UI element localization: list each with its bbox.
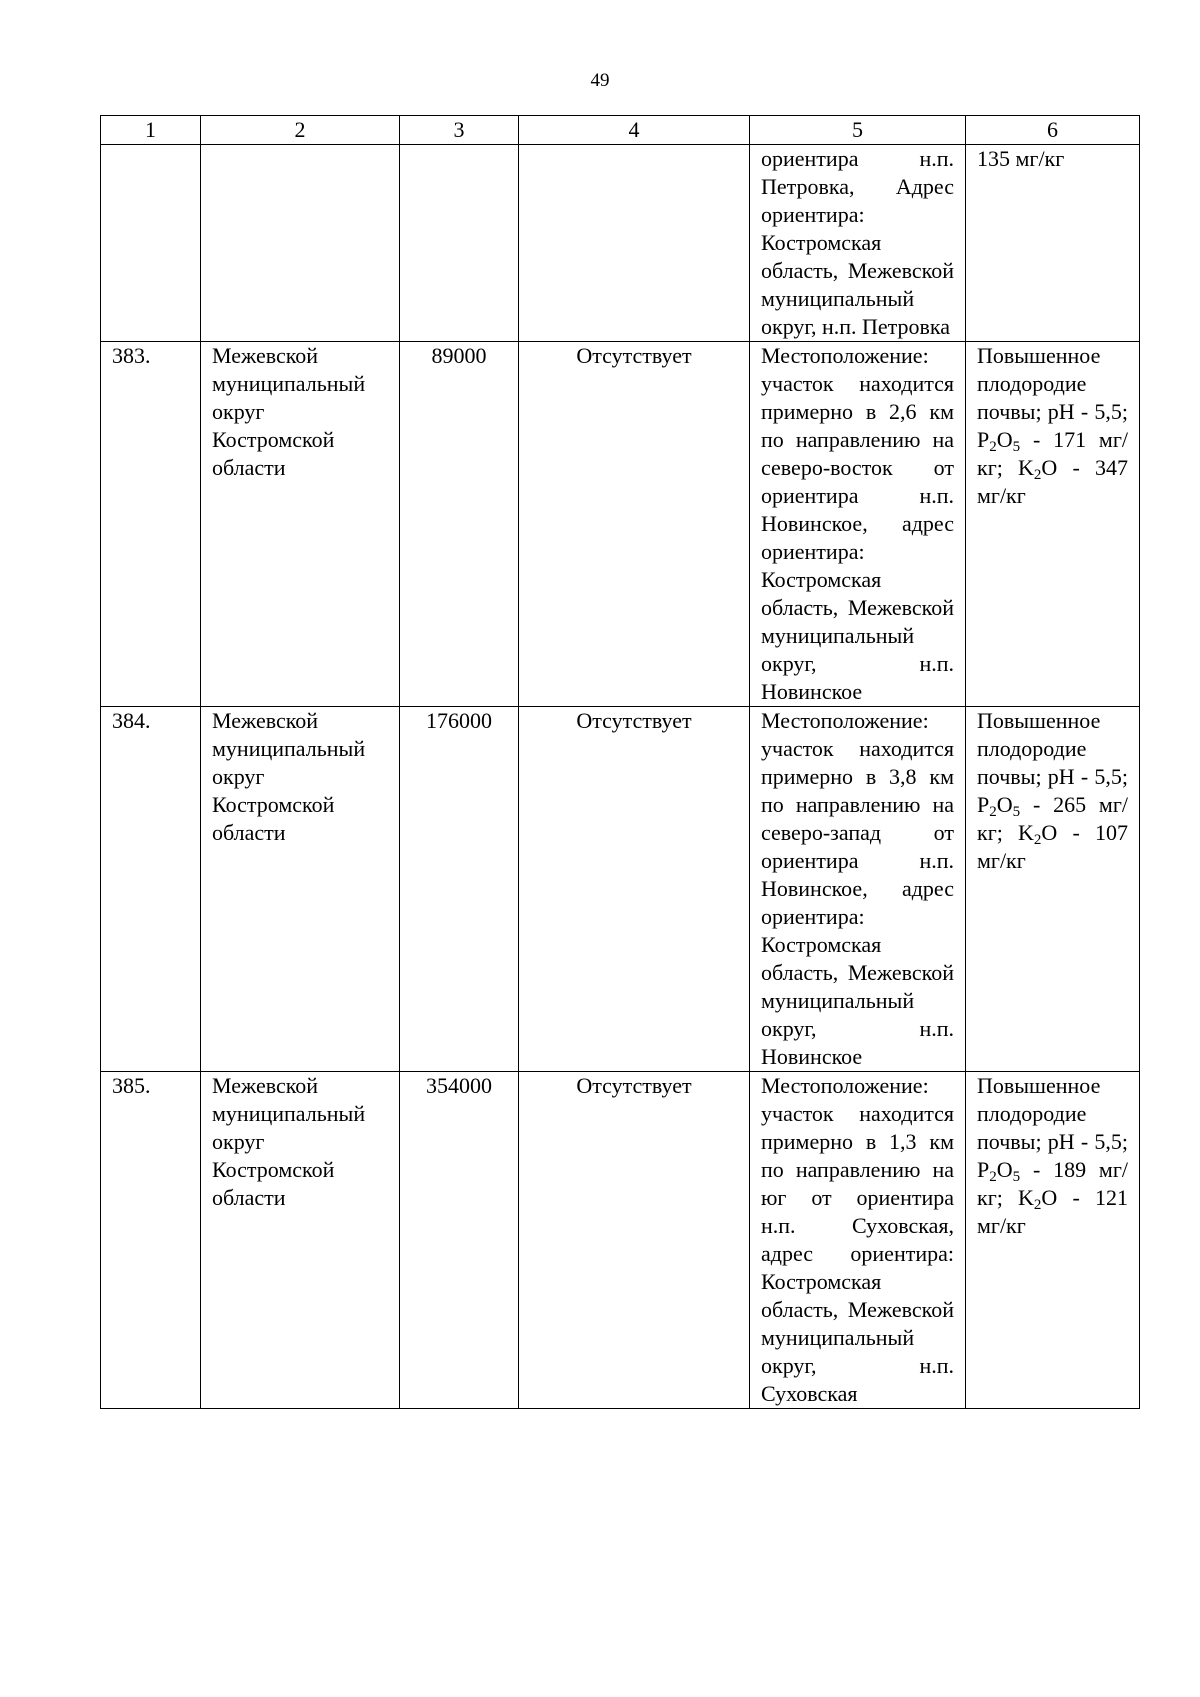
location-cell: Местоположение: участок находится примерно в 1,3 км по направлению на юг от ориентира н.п. Суховская, адрес ориентира: Костромская область, Межевской муниципальный округ, н.п. Суховская — [750, 1072, 966, 1409]
district-cell: Межевской муниципальный округ Костромской области — [201, 342, 400, 707]
characteristics-cell: Повышенное плодородие почвы; pH - 5,5; $P_2O_5 - 265$ мг/кг; $K_2O - 107$ мг/кг — [966, 707, 1140, 1072]
column-header: 2 — [201, 116, 400, 145]
characteristics-cell: Повышенное плодородие почвы; pH - 5,5; $P_2O_5 - 171$ мг/кг; $K_2O - 347$ мг/кг — [966, 342, 1140, 707]
area-cell: 354000 — [400, 1072, 519, 1409]
number-cell: 384. — [101, 707, 201, 1072]
area-cell: 89000 — [400, 342, 519, 707]
district-cell — [201, 145, 400, 342]
column-header: 4 — [519, 116, 750, 145]
location-cell: ориентира н.п. Петровка, Адрес ориентира: Костромская область, Межевской муниципальный округ, н.п. Петровка — [750, 145, 966, 342]
table-row — [101, 1072, 1140, 1409]
encumbrance-cell: Отсутствует — [519, 1072, 750, 1409]
table-row-continuation — [101, 145, 1140, 342]
encumbrance-cell: Отсутствует — [519, 707, 750, 1072]
table-row — [101, 342, 1140, 707]
table-row — [101, 707, 1140, 1072]
district-cell: Межевской муниципальный округ Костромской области — [201, 1072, 400, 1409]
characteristics-cell: 135 мг/кг — [966, 145, 1140, 342]
column-header: 1 — [101, 116, 201, 145]
column-header: 3 — [400, 116, 519, 145]
location-cell: Местоположение: участок находится примерно в 3,8 км по направлению на северо-запад от ориентира н.п. Новинское, адрес ориентира: Костромская область, Межевской муниципальный округ, н.п. Новинское — [750, 707, 966, 1072]
area-cell — [400, 145, 519, 342]
column-header: 5 — [750, 116, 966, 145]
land-plots-table — [100, 115, 1140, 1409]
column-header: 6 — [966, 116, 1140, 145]
encumbrance-cell — [519, 145, 750, 342]
encumbrance-cell: Отсутствует — [519, 342, 750, 707]
number-cell: 385. — [101, 1072, 201, 1409]
number-cell: 383. — [101, 342, 201, 707]
district-cell: Межевской муниципальный округ Костромской области — [201, 707, 400, 1072]
header-row — [101, 116, 1140, 145]
characteristics-cell: Повышенное плодородие почвы; pH - 5,5; $P_2O_5 - 189$ мг/кг; $K_2O - 121$ мг/кг — [966, 1072, 1140, 1409]
area-cell: 176000 — [400, 707, 519, 1072]
page-number: 49 — [590, 70, 610, 91]
location-cell: Местоположение: участок находится примерно в 2,6 км по направлению на северо-восток от ориентира н.п. Новинское, адрес ориентира: Костромская область, Межевской муниципальный округ, н.п. Новинское — [750, 342, 966, 707]
number-cell — [101, 145, 201, 342]
